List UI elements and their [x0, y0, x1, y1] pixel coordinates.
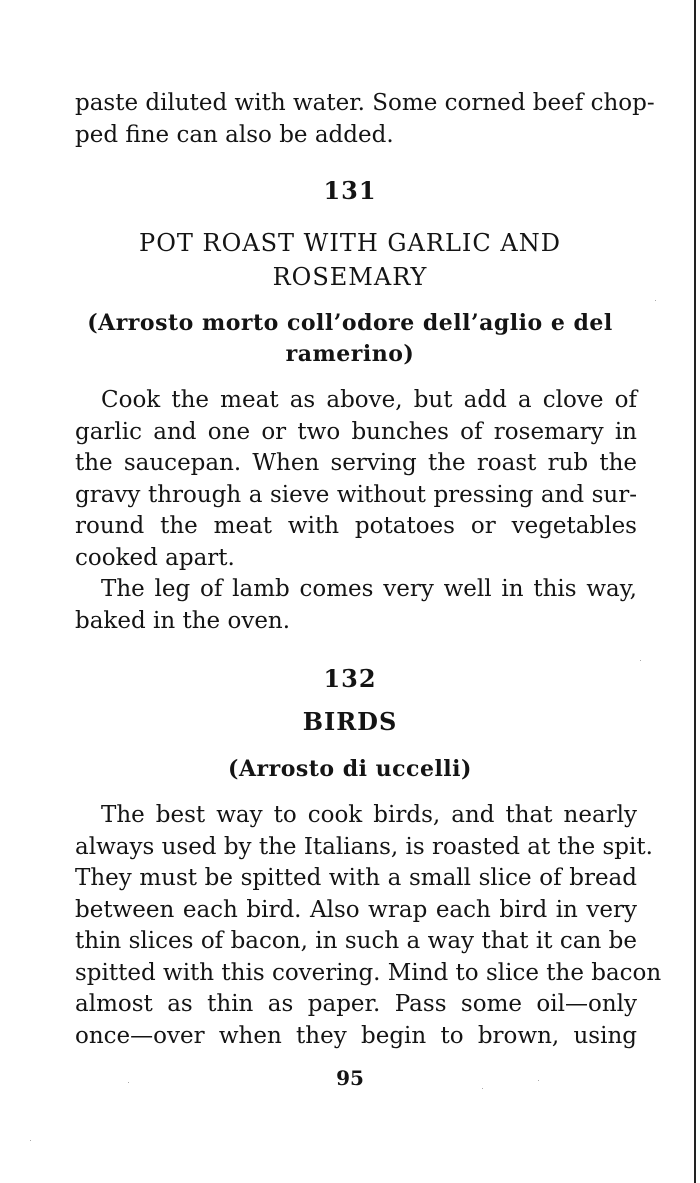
text-line: almost as thin as paper. Pass some oil—only — [75, 991, 637, 1017]
text-line: gravy through a sieve without pressing and sur- — [75, 481, 637, 508]
recipe-131-paragraph-1 — [75, 385, 637, 574]
scan-speckle — [30, 1140, 31, 1141]
recipe-number-131: 131 — [323, 176, 377, 205]
text-line: ped fine can also be added. — [75, 121, 394, 148]
text-line: Cook the meat as above, but add a clove of — [101, 387, 637, 413]
recipe-title-131 — [0, 226, 700, 294]
text-line: the saucepan. When serving the roast rub the — [75, 450, 637, 476]
title-line: ROSEMARY — [272, 263, 428, 291]
recipe-131-paragraph-2 — [75, 574, 637, 637]
scan-speckle — [655, 300, 656, 301]
text-line: The best way to cook birds, and that nearly — [101, 802, 637, 828]
recipe-132-paragraph-1 — [75, 800, 662, 1052]
page-number: 95 — [336, 1066, 364, 1090]
text-line: cooked apart. — [75, 544, 235, 571]
scan-speckle — [538, 1080, 539, 1081]
text-line: once—over when they begin to brown, using — [75, 1022, 637, 1049]
text-line: paste diluted with water. Some corned beef chop- — [75, 90, 655, 116]
text-line: baked in the oven. — [75, 607, 291, 634]
text-line: garlic and one or two bunches of rosemary in — [75, 418, 637, 445]
text-line: round the meat with potatoes or vegetables — [75, 513, 637, 539]
scan-speckle — [128, 1082, 129, 1083]
recipe-italian-title-132: (Arrosto di uccelli) — [228, 756, 472, 782]
text-line: They must be spitted with a small slice of bread — [75, 865, 637, 891]
italian-title-line: (Arrosto morto coll’odore dell’aglio e del — [87, 310, 613, 336]
recipe-italian-title-131 — [0, 308, 700, 370]
text-line: The leg of lamb comes very well in this way, — [101, 576, 637, 602]
italian-title-line: ramerino) — [285, 341, 415, 367]
intro-paragraph — [75, 88, 655, 151]
text-line: spitted with this covering. Mind to slice the bacon — [75, 959, 662, 986]
scan-speckle — [640, 660, 641, 661]
recipe-title-132: BIRDS — [302, 707, 398, 736]
scan-speckle — [482, 1088, 483, 1089]
recipe-number-132: 132 — [323, 664, 377, 693]
text-line: always used by the Italians, is roasted at the spit. — [75, 833, 653, 860]
title-line: POT ROAST WITH GARLIC AND — [139, 229, 561, 257]
text-line: between each bird. Also wrap each bird in very — [75, 896, 637, 923]
text-line: thin slices of bacon, in such a way that it can be — [75, 928, 637, 954]
